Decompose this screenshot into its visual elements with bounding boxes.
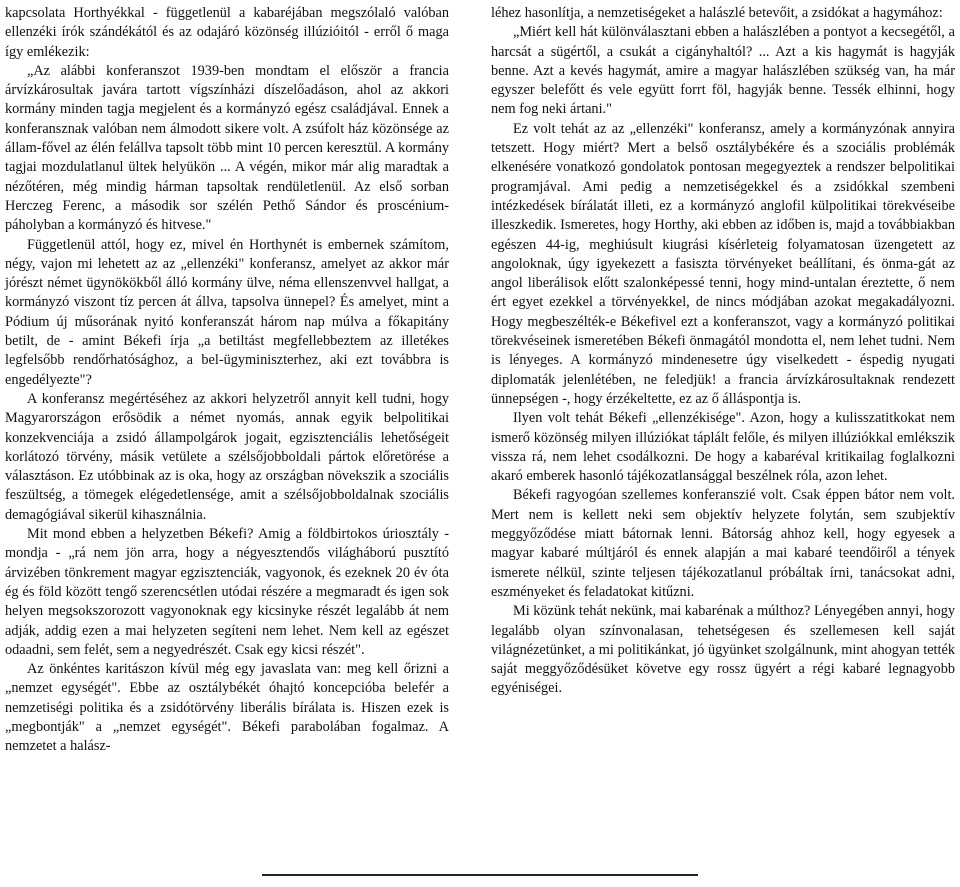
right-column	[491, 4, 955, 699]
paragraph: Függetlenül attól, hogy ez, mivel én Horthynét is embernek számítom, négy, vajon mi lehetett az az „ellenzéki" konferansz, amelyet az akkor már jórészt német ügynökökből álló kormány ülve, néma ellenszenvvel hallgat, a kormányzó viszont tíz percen át állva, tapsolva ünnepel? És amelyet, mint a Pódium új műsorának nyitó konferanszát három nap múlva a főkapitány betilt, de - amint Békefi írja „a betiltást megfellebbeztem az illetékes legfelsőbb rendőrhatósághoz, a bel-ügyminiszterhez, aki ezt továbbra is engedélyezte"?	[5, 236, 449, 388]
paragraph: Az önkéntes karitászon kívül még egy javaslata van: meg kell őrizni a „nemzet egységét". Ebbe az osztálybékét óhajtó koncepcióba belefér a nemzetiségi politika és a zsidótörvény liberális bírálata is. Hiszen ezek is „megbontják" a „nemzet egységét". Békefi parabolában fogalmaz. A nemzetet a halász-	[5, 661, 449, 755]
paragraph: „Miért kell hát különválasztani ebben a halászlében a pontyot a kecsegétől, a harcsát a sügértől, a csukát a cigányhaltól? ... Azt a kis hagymát is hagyják benne. Azt a kevés hagymát, amire a magyar halászlében szükség van, ha már egyszer belefőtt és vele együtt forrt föl, hagyják benne. Tessék elhinni, hogy nem fog neki ártani."	[491, 24, 955, 118]
paragraph: Ilyen volt tehát Békefi „ellenzékisége". Azon, hogy a kulisszatitkokat nem ismerő közönség milyen illúziókat táplált felőle, és milyen illúziókkal emlékszik vissza rá, nem lehet csodálkozni. De hogy a kabaréval kritikailag foglalkozni akaró emberek hasonló tájékozatlansággal beszélnek róla, azon lehet.	[491, 410, 955, 485]
paragraph: Mit mond ebben a helyzetben Békefi? Amig a földbirtokos úriosztály - mondja - „rá nem jön arra, hogy a négyesztendős világháború pusztító árvizében tönkrement magyar egzisztenciák, vagyonok, és ezeknek 20 év óta ég és föld között tengő szerencsétlen utódai részére a megmaradt és igen sok helyen megsokszorozott vagyonoknak egy kicsinyke részét legalább át nem adják, addig ezen a mai helyzeten segíteni nem lehet. Nem kell az egészet odaadni, sem felét, sem a negyedrészét. Csak egy kicsi részét".	[5, 526, 449, 658]
paragraph: Békefi ragyogóan szellemes konferanszié volt. Csak éppen bátor nem volt. Mert nem is kellett neki sem objektív helyzete folytán, sem szubjektív meggyőződése miatt bátornak lenni. Bátorság ahhoz kell, hogy egyesek a magyar kabaré múltjáról és ennek alapján a mai kabaré teendőiről a tények ismerete nélkül, szinte teljesen tájékozatlanul próbáltak írni, tanácsokat adni, eszményeket és feladatokat kitűzni.	[491, 487, 955, 600]
paragraph: léhez hasonlítja, a nemzetiségeket a halászlé betevőit, a zsidókat a hagymához:	[491, 5, 943, 21]
paragraph: „Az alábbi konferanszot 1939-ben mondtam el először a francia árvízkárosultak javára tartott vígszínházi díszelőadáson, ahol az akkori kormány minden tagja megjelent és a kormányzó egész családjával. Ennek a konferansznak valóban nem álmodott sikere volt. A zsúfolt ház közönsége az állam-fővel az élén felállva tapsolt több mint 10 percen keresztül. A kormány tagjai mozdulatlanul ültek helyükön ... A végén, mikor már alig maradtak a nézőtéren, még mindig hárman tapsoltak rendületlenül. Az első sorban Herczeg Ferenc, a második sor szélén Pethő Sándor és proscénium-páholyban a kormányzó és hitvese."	[5, 62, 449, 234]
paragraph: kapcsolata Horthyékkal - függetlenül a kabaréjában megszólaló valóban ellenzéki írók szándékától és az odajáró közönség illúzióitól - erről ő maga így emlékezik:	[5, 5, 449, 60]
footer-rule	[262, 874, 698, 876]
left-column	[5, 4, 449, 757]
paragraph: Ez volt tehát az az „ellenzéki" konferansz, amely a kormányzónak annyira tetszett. Hogy miért? Mert a belső osztálybékére és a szociális problémák elkenésére vonatkozó gondolatok pontosan megegyeztek a rendszer belpolitikai programjával. Ami pedig a nemzetiségekkel és a zsidókkal szembeni intézkedések bírálatát illeti, ez a kormányzó anglofil külpolitikai törekvéseibe illeszkedik. Ismeretes, hogy Horthy, aki ebben az időben is, majd a továbbiakban egészen 44-ig, meghiúsult kiugrási kísérleteig folyamatosan üzengetett az angoloknak, úgy igyekezett a fasiszta törvényeket beállítani, és önma-gát az angol liberálisok előtt szalonképessé tenni, hogy mind-untalan éreztette, ő nem ért egyet ezekkel a törvényekkel, de nincs módjában azokat megakadályozni. Hogy megbeszélték-e Békefivel ezt a konferanszot, vagy a kormányzó politikai törekvéseinek ismeretében Békefi önmagától mondotta el, nem lehet tudni. Nem is lényeges. A kormányzó mindenesetre úgy viselkedett - éspedig nyugati diplomaták jelenlétében, ne feledjük! a francia árvízkárosultaknak rendezett ünnepségen -, hogy érzékeltette, ez az ő álláspontja is.	[491, 120, 955, 407]
paragraph: A konferansz megértéséhez az akkori helyzetről annyit kell tudni, hogy Magyarországon erősödik a német nyomás, annak egyik belpolitikai konzekvenciája a zsidó állampolgárok jogait, egzisztenciális lehetőségeit korlátozó törvény, másik vetülete a szélsőjobboldali pártok előretörése a választáson. Ez utóbbinak az is oka, hogy az országban növekszik a szociális feszültség, a tömegek elégedetlensége, amit a szélsőjobboldalnak szociális demagógiával sikerül kihasználnia.	[5, 390, 449, 523]
paragraph: Mi közünk tehát nekünk, mai kabarénak a múlthoz? Lényegében annyi, hogy legalább olyan színvonalasan, tehetségesen és szellemesen kell saját világnézetünket, a mi politikánkat, jó ügyünket szolgálnunk, mint ahogyan tették saját meggyőződésüket követve egy rossz ügyért a régi kabaré legnagyobb egyéniségei.	[491, 603, 955, 697]
